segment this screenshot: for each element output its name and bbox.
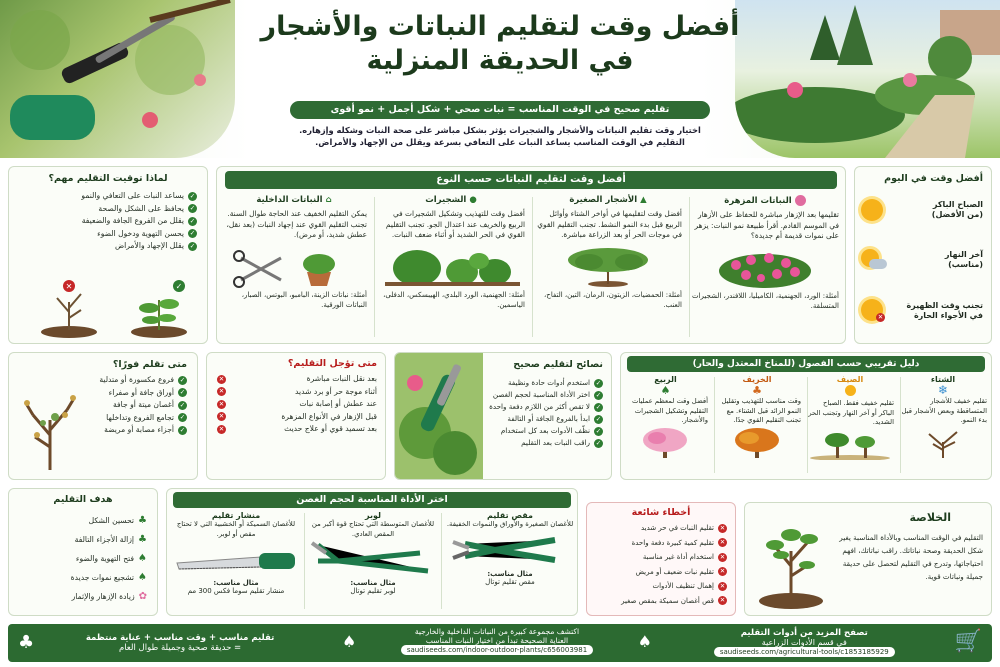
header-banner [0, 0, 1000, 158]
list-item: ✓ اختر الأداة المناسبة لحجم الغصن [492, 390, 602, 399]
title-line-1: أفضل وقت لتقليم النباتات والأشجار [260, 11, 740, 42]
sprout-icon: ♠ [138, 572, 147, 583]
daytime-item-noon: تجنب وقت الظهيرة في الأجواء الحارة ✕ [861, 299, 983, 323]
autumn-tree-image [713, 426, 801, 458]
goal-panel [8, 488, 158, 616]
list-item: ✓ لا تقص أكثر من اللازم دفعة واحدة [489, 402, 602, 411]
cross-icon: ✕ [218, 374, 225, 383]
intro-text [250, 124, 750, 148]
type-title: ▲ الأشجار الصغيرة [569, 195, 647, 205]
mistakes-panel [586, 502, 736, 616]
footer-slogan-line1: تقليم مناسب + وقت مناسب + عناية منتظمة [85, 632, 275, 643]
intro-line-1: اختيار وقت تقليم النباتات والأشجار والشجيرات يؤثر بشكل مباشر على صحة النبات وشكله وإزهاره. [299, 125, 701, 135]
footer-tools-line2: في قسم الأدوات الزراعية [761, 637, 847, 647]
list-item: ✕ تقليم نبات ضعيف أو مريض [635, 567, 726, 576]
list-item: ✓ أجزاء مصابة أو مريضة [104, 425, 186, 434]
cross-icon: ✕ [218, 412, 225, 421]
season-text: تقليم خفيف للأشجار المتساقطة وبعض الأشجار قبل بدء النمو. [901, 397, 987, 424]
type-title: ● الشجيرات [425, 195, 477, 205]
type-examples: أمثلة: الجهنمية، الورد البلدي، الهيبسكس، الدفلى، الياسمين. [383, 290, 525, 309]
goal-title: هدف التقليم [53, 494, 113, 505]
list-item: ✓ يساعد النبات على التعافي والنمو [81, 191, 196, 200]
list-item: ✕ قص أغصان سميكة بمقص صغير [621, 596, 726, 605]
type-col-small-trees [534, 195, 682, 311]
leaf-icon: ♣ [752, 384, 762, 397]
footer-plants-link[interactable]: saudiseeds.com/indoor-outdoor-plants/c656003981 [401, 645, 593, 655]
blossom-tree-image [623, 426, 708, 458]
delay-title: متى تؤجل التقليم؟ [287, 358, 377, 369]
list-item: ✿ زيادة الإزهار والإثمار [9, 587, 147, 606]
footer-slogan-line2: = حديقة صحية وجميلة طوال العام [118, 642, 242, 653]
list-item: ✓ يقلل من الفروع الجافة والضعيفة [81, 216, 196, 225]
young-tree-image [751, 511, 831, 611]
tool-lopper [308, 511, 438, 595]
intro-line-2: التقليم في الوقت المناسب يساعد النبات على التعافي بسرعة ويقلل من الإجهاد والأمراض. [315, 137, 685, 147]
footer-tools-section [662, 627, 982, 657]
list-item: ♠ فتح التهوية والضوء [9, 549, 147, 568]
example-product: مقص تقليم توتال [485, 577, 535, 586]
list-item: ✓ نظّف الأدوات بعد كل استخدام [500, 426, 602, 435]
season-winter [899, 375, 987, 460]
type-examples: أمثلة: الحمضيات، الزيتون، الرمان، التين، التفاح، العنب. [544, 290, 682, 309]
sun-icon [845, 385, 856, 396]
why-list [9, 190, 197, 253]
shrubs-image [377, 244, 525, 288]
example-label: مثال مناسب: [350, 579, 396, 587]
list-item: ✕ تقليم النبات في حر شديد [640, 523, 726, 532]
example-product: منشار تقليم سوما فكس 300 مم [187, 587, 285, 595]
check-icon: ✓ [595, 378, 602, 387]
small-tree-image [534, 244, 682, 288]
pruner-with-plants-photo [395, 353, 483, 479]
season-text: وقت مناسب للتهذيب وتقليل النمو الزائد قبل الشتاء. مع تجنب التقليم القوي جدًا. [721, 397, 801, 424]
tool-name: لوبر [365, 511, 381, 520]
check-icon: ✓ [595, 438, 602, 447]
cross-icon: ✕ [719, 581, 726, 590]
check-icon: ✓ [595, 426, 602, 435]
footer-tools-line1: تصفح المزيد من أدوات التقليم [740, 627, 868, 638]
list-item: ♠ تشجيع نموات جديدة [9, 568, 147, 587]
page-title [235, 10, 765, 78]
shrub-icon: ● [469, 195, 477, 205]
seasons-panel [620, 352, 992, 480]
tips-panel [394, 352, 612, 480]
prune-now-title: متى تقلم فورًا؟ [112, 359, 187, 370]
check-icon: ✓ [189, 204, 196, 213]
cross-icon: ✕ [719, 596, 726, 605]
daytime-title: أفضل وقت في اليوم [884, 173, 983, 184]
check-icon: ✓ [595, 402, 602, 411]
footer-tools-link[interactable]: saudiseeds.com/agricultural-tools/c1853185929 [714, 647, 895, 657]
list-item: ♣ إزالة الأجزاء التالفة [9, 530, 147, 549]
season-name: الربيع [654, 375, 677, 384]
goal-list [9, 511, 147, 606]
tips-list [489, 377, 603, 449]
season-text: أفضل وقت لمعظم عمليات التقليم وتشكيل الشجيرات والأشجار. [631, 397, 708, 424]
tools-panel [166, 488, 578, 616]
type-col-flowering [691, 195, 839, 312]
season-name: الصيف [836, 375, 864, 384]
list-item: أثناء موجة حر أو برد شديد ✕ [218, 386, 377, 396]
cart-icon: 🛒 [954, 629, 982, 654]
list-item: قبل الإزهار في الأنواع المزهرة ✕ [218, 411, 377, 421]
summary-panel [744, 502, 992, 616]
type-text: أفضل وقت للتهذيب وتشكيل الشجيرات في الربيع والخريف عند اعتدال الجو. تجنب التقليم القوي في الحر الشديد أو أثناء ضعف النبات. [385, 209, 525, 239]
type-text: يمكن التقليم الخفيف عند الحاجة طوال السنة. تجنب التقليم القوي عند إجهاد النبات (بعد نقل، عطش شديد، أو مرض). [226, 209, 367, 239]
season-summer [806, 375, 894, 462]
cross-icon: ✕ [719, 538, 726, 547]
list-item: ✓ تجامع الفروع وتداخلها [106, 412, 186, 422]
subtitle-banner: تقليم صحيح في الوقت المناسب = نبات صحي + شكل أجمل + نمو أقوى [290, 101, 710, 119]
list-item: ✓ يحافظ على الشكل والصحة [98, 203, 196, 213]
daytime-item-morning: الصباح الباكر (من الأفضل) [861, 199, 983, 221]
hot-sun-icon: ✕ [861, 299, 887, 323]
check-icon: ✓ [595, 414, 602, 423]
list-item: ✓ فروع مكسورة أو متدلية [99, 375, 186, 384]
tool-text: للأغصان الصغيرة والأوراق والنموات الخفيفة. [446, 520, 574, 528]
type-title: ⌂ النباتات الداخلية [256, 195, 332, 205]
check-icon: ✓ [179, 425, 186, 434]
delay-panel [206, 352, 386, 480]
footer-plants-line2: العناية الصحيحة تبدأ من اختيار النبات المناسب [425, 636, 569, 645]
tips-title: نصائح لتقليم صحيح [513, 359, 603, 370]
type-col-shrubs [377, 195, 525, 311]
footer-plants-section [342, 627, 652, 655]
tree-icon: ▲ [640, 195, 647, 205]
list-item: ✕ استخدام أداة غير مناسبة [642, 552, 726, 561]
season-name: الخريف [742, 375, 772, 384]
sprout-icon: ♠ [637, 631, 652, 651]
pruning-saw-image [171, 539, 301, 577]
prune-now-panel [8, 352, 198, 480]
damaged-branch-tree-image [15, 375, 85, 475]
footer-slogan-section [18, 632, 318, 653]
list-item: بعد نقل النبات مباشرة ✕ [218, 374, 377, 383]
check-icon: ✓ [189, 191, 196, 200]
summer-trees-image [806, 428, 894, 460]
pruning-shears-image [445, 530, 575, 568]
house-icon: ⌂ [325, 195, 332, 205]
summary-title: الخلاصة [909, 511, 951, 524]
cross-icon: ✕ [719, 567, 726, 576]
flowering-bush-image [691, 245, 839, 289]
list-item: ✓ راقب النبات بعد التقليم [521, 438, 602, 447]
list-item: ✕ إهمال تنظيف الأدوات [652, 581, 726, 590]
example-label: مثال مناسب: [213, 579, 259, 587]
list-item: ♣ تحسين الشكل [9, 511, 147, 530]
lopper-image [308, 539, 438, 577]
list-item: عند عطش أو إصابة نبات ✕ [218, 399, 377, 408]
tool-text: للأغصان السميكة أو الخشبية التي لا تحتاج مقص أو لوبر. [176, 520, 296, 538]
flower-icon [795, 195, 806, 206]
mistakes-title: أخطاء شائعة [631, 507, 691, 518]
prune-now-list [77, 374, 187, 437]
daytime-item-evening: آخر النهار (مناسب) [861, 249, 983, 271]
season-text: تقليم خفيف فقط. الصباح الباكر أو آخر النهار وتجنب الحر الشديد. [808, 399, 894, 426]
plant-icon: ♣ [18, 632, 35, 653]
leaf-icon: ♣ [138, 515, 147, 526]
season-spring [623, 375, 708, 460]
svg-text:✕: ✕ [65, 282, 73, 291]
check-icon: ✓ [595, 390, 602, 399]
header-photo-garden [735, 0, 1000, 158]
title-line-2: في الحديقة المنزلية [366, 45, 634, 76]
check-icon: ✓ [189, 229, 196, 238]
healthy-vs-unhealthy-plant-illustration [9, 272, 208, 342]
mistakes-list [587, 521, 727, 608]
check-icon: ✓ [179, 375, 186, 384]
why-panel [8, 166, 208, 344]
types-panel [216, 166, 846, 344]
cross-icon: ✕ [218, 387, 225, 396]
tool-saw [171, 511, 301, 595]
sprout-icon: ♠ [660, 384, 671, 397]
list-item: ✓ ابدأ بالفروع الجافة أو التالفة [507, 414, 602, 423]
type-examples: أمثلة: الورد، الجهنمية، الكاميليا، اللافندر، الشجيرات المتسلقة. [691, 291, 839, 310]
list-item: ✓ استخدم أدوات حادة ونظيفة [508, 378, 602, 387]
flower-icon: ✿ [138, 591, 147, 602]
example-label: مثال مناسب: [487, 569, 533, 578]
snowflake-icon: ❄ [937, 383, 949, 397]
type-text: تقليمها بعد الإزهار مباشرة للحفاظ على الأزهار في الموسم القادم. أقرأ طبيعة نمو النبات: يزهر على نموات قديمة أم جديدة؟ [694, 210, 839, 240]
types-title: أفضل وقت لتقليم النباتات حسب النوع [225, 171, 837, 189]
check-icon: ✓ [179, 400, 186, 409]
summary-text: التقليم في الوقت المناسب وبالأداة المناسبة يغير شكل الحديقة وصحة نباتاتك. راقب نباتاتك، افهم احتياجاتها، وتدرج في التقليم لتحصل على حديقة جميلة ونباتات قوية. [839, 533, 983, 581]
example-product: لوبر تقليم توتال [350, 587, 396, 595]
bare-tree-image [899, 426, 987, 458]
tool-name: مقص تقليم [487, 511, 533, 520]
check-icon: ✓ [189, 216, 196, 225]
type-col-indoor [221, 195, 367, 311]
cross-icon: ✕ [719, 552, 726, 561]
sprout-icon: ♠ [138, 553, 147, 564]
list-item: ✓ أوراق جافة أو صفراء [108, 387, 186, 397]
type-title: النباتات المزهرة [691, 195, 839, 206]
seasons-title: دليل تقريبي حسب الفصول (للمناخ المعتدل والحار) [627, 356, 985, 372]
list-item: بعد تسميد قوي أو علاج حديث ✕ [218, 424, 377, 433]
cross-icon: ✕ [719, 523, 726, 532]
sun-cloud-icon [861, 249, 887, 271]
check-icon: ✓ [189, 241, 196, 250]
list-item: ✓ يحسن التهوية ودخول الضوء [97, 228, 196, 238]
cross-icon: ✕ [218, 424, 225, 433]
tool-text: للأغصان المتوسطة التي تحتاج قوة أكبر من المقص العادي. [311, 520, 435, 538]
cross-icon: ✕ [218, 399, 225, 408]
tools-title: اختر الأداة المناسبة لحجم الغصن [173, 492, 571, 508]
type-examples: أمثلة: نباتات الزينة، البامبو، البوتس، الصبار، النباتات الورقية. [241, 290, 367, 309]
list-item: ✕ تقليم كمية كبيرة دفعة واحدة [631, 538, 726, 547]
check-icon: ✓ [179, 388, 186, 397]
tool-name: منشار تقليم [211, 511, 261, 520]
sun-icon [861, 199, 883, 221]
check-icon: ✓ [179, 413, 186, 422]
indoor-plant-and-shears-image [221, 244, 367, 288]
footer-plants-line1: اكتشف مجموعة كبيرة من النباتات الداخلية والخارجية [414, 627, 580, 636]
type-text: أفضل وقت لتقليمها في أواخر الشتاء وأوائل الربيع قبل بدء النمو النشط. تجنب التقليم القوي في موجات الحر أو بعد الزراعة مباشرة. [537, 209, 682, 239]
daytime-panel [854, 166, 992, 344]
svg-text:✓: ✓ [175, 282, 183, 291]
list-item: ✓ يقلل الإجهاد والأمراض [114, 241, 196, 250]
season-name: الشتاء [930, 375, 956, 384]
header-photo-pruner [0, 0, 235, 158]
tool-pruning-shears [445, 511, 575, 586]
footer-bar [8, 624, 992, 662]
why-title: لماذا توقيت التقليم مهم؟ [48, 173, 168, 184]
list-item: ✓ أغصان ميتة أو جافة [112, 400, 186, 409]
delay-list [207, 373, 377, 436]
leaf-icon: ♣ [138, 534, 147, 545]
sprout-icon: ♠ [342, 631, 357, 651]
season-autumn [713, 375, 801, 460]
